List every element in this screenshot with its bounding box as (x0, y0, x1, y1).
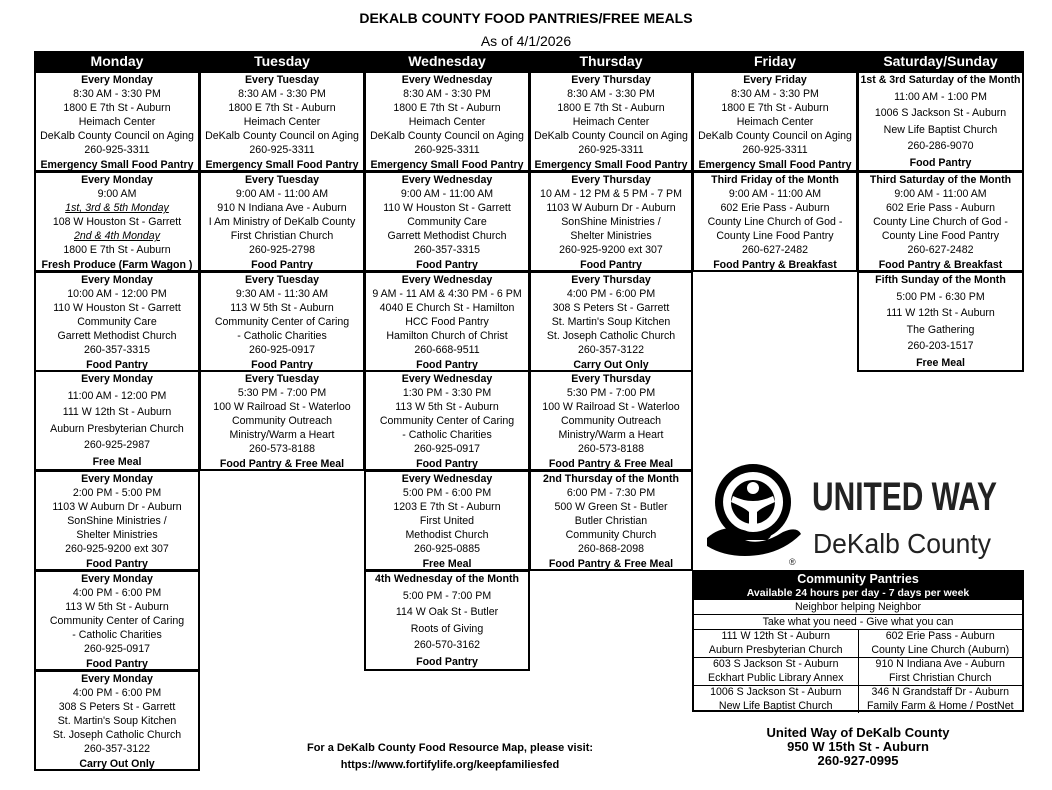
schedule-frequency: Fifth Sunday of the Month (875, 274, 1006, 286)
schedule-detail: County Line Church of God - (873, 216, 1008, 229)
schedule-detail: 113 W 5th St - Auburn (230, 302, 334, 315)
community-pantries-row (694, 658, 1022, 686)
schedule-detail: 111 W 12th St - Auburn (62, 406, 172, 419)
schedule-detail: 260-925-2987 (84, 439, 150, 452)
schedule-frequency: Every Wednesday (401, 373, 493, 385)
day-header-wednesday: Wednesday (364, 51, 530, 71)
service-type: Carry Out Only (573, 358, 649, 371)
schedule-frequency: Every Wednesday (401, 174, 493, 186)
day-header-friday: Friday (692, 51, 858, 71)
schedule-detail: St. Joseph Catholic Church (546, 330, 676, 343)
day-header-saturday-sunday: Saturday/Sunday (857, 51, 1024, 71)
map-note-text: For a DeKalb County Food Resource Map, please visit: (306, 742, 594, 754)
schedule-cell-thursday (529, 171, 693, 272)
schedule-detail: Garrett Methodist Church (57, 330, 177, 343)
schedule-detail: 5:00 PM - 7:00 PM (402, 589, 492, 602)
schedule-frequency: Every Monday (81, 373, 153, 385)
service-type: Food Pantry & Breakfast (878, 258, 1003, 271)
schedule-detail: 9 AM - 11 AM & 4:30 PM - 6 PM (372, 288, 522, 301)
schedule-detail: 260-925-0917 (249, 344, 315, 357)
community-pantries-row (694, 630, 1022, 658)
schedule-frequency: Every Tuesday (244, 274, 319, 286)
page-title: DEKALB COUNTY FOOD PANTRIES/FREE MEALS (359, 10, 693, 26)
schedule-cell-monday (34, 370, 200, 471)
schedule-detail: 5:30 PM - 7:00 PM (566, 387, 656, 400)
schedule-detail: 1800 E 7th St - Auburn (721, 102, 829, 115)
service-type: Food Pantry (580, 258, 642, 271)
community-pantries-subtitle: Available 24 hours per day - 7 days per week (746, 587, 970, 599)
schedule-detail: 1st, 3rd & 5th Monday (65, 202, 169, 215)
schedule-detail: Butler Christian (574, 515, 648, 528)
schedule-detail: - Catholic Charities (237, 330, 327, 343)
schedule-cell-tuesday (199, 271, 365, 372)
schedule-detail: 1800 E 7th St - Auburn (393, 102, 501, 115)
community-pantries-row (694, 686, 1022, 713)
schedule-detail: 108 W Houston St - Garrett (52, 216, 182, 229)
schedule-detail: 8:30 AM - 3:30 PM (73, 88, 161, 101)
schedule-detail: 4:00 PM - 6:00 PM (72, 687, 162, 700)
schedule-detail: 260-203-1517 (907, 340, 974, 353)
schedule-detail: Heimach Center (243, 116, 321, 129)
schedule-detail: 260-627-2482 (907, 244, 974, 257)
schedule-detail: 114 W Oak St - Butler (395, 606, 499, 619)
schedule-detail: Community Care (77, 316, 157, 329)
schedule-detail: SonShine Ministries / (561, 216, 661, 229)
schedule-cell-thursday (529, 470, 693, 571)
schedule-detail: County Line Food Pantry (881, 230, 1000, 243)
service-type: Emergency Small Food Pantry (698, 158, 852, 171)
schedule-frequency: Third Saturday of the Month (869, 174, 1012, 186)
map-url-link[interactable]: https://www.fortifylife.org/keepfamiliesfed (340, 759, 560, 771)
schedule-detail: Community Care (407, 216, 487, 229)
service-type: Emergency Small Food Pantry (40, 158, 194, 171)
schedule-cell-monday (34, 271, 200, 372)
schedule-frequency: 1st & 3rd Saturday of the Month (860, 74, 1021, 86)
community-pantry-location: 346 N Grandstaff Dr - Auburn Family Farm & Home / PostNet (866, 686, 1014, 712)
schedule-detail: 113 W 5th St - Auburn (395, 401, 499, 414)
schedule-detail: Community Outreach (560, 415, 662, 428)
community-pantry-location: 602 Erie Pass - Auburn County Line Church (Auburn) (871, 630, 1010, 656)
schedule-detail: 2nd & 4th Monday (74, 230, 160, 243)
service-type: Food Pantry (86, 358, 148, 371)
service-type: Fresh Produce (Farm Wagon ) (41, 258, 193, 271)
schedule-frequency: Every Monday (81, 74, 153, 86)
schedule-detail: Auburn Presbyterian Church (50, 422, 184, 435)
schedule-cell-wednesday (364, 271, 530, 372)
schedule-detail: St. Martin's Soup Kitchen (57, 715, 177, 728)
schedule-detail: Roots of Giving (410, 622, 484, 635)
schedule-detail: 308 S Peters St - Garrett (552, 302, 670, 315)
schedule-frequency: Every Tuesday (244, 174, 319, 186)
schedule-detail: County Line Food Pantry (716, 230, 834, 243)
schedule-frequency: Every Thursday (571, 174, 651, 186)
schedule-detail: Methodist Church (405, 529, 489, 542)
community-pantry-location: 910 N Indiana Ave - Auburn First Christian Church (875, 658, 1005, 684)
schedule-detail: 260-627-2482 (742, 244, 808, 257)
schedule-detail: DeKalb County Council on Aging (698, 130, 852, 143)
schedule-detail: 910 N Indiana Ave - Auburn (217, 202, 347, 215)
schedule-detail: 260-357-3315 (84, 344, 150, 357)
schedule-detail: 260-573-8188 (578, 443, 644, 456)
schedule-detail: Heimach Center (736, 116, 814, 129)
schedule-detail: 6:00 PM - 7:30 PM (566, 487, 656, 500)
service-type: Food Pantry & Free Meal (219, 457, 345, 470)
united-way-logo (705, 460, 1005, 570)
schedule-detail: 10 AM - 12 PM & 5 PM - 7 PM (540, 188, 682, 201)
schedule-detail: 260-925-3311 (742, 144, 808, 157)
schedule-detail: 602 Erie Pass - Auburn (886, 202, 995, 215)
schedule-detail: New Life Baptist Church (883, 123, 998, 136)
schedule-cell-wednesday (364, 370, 530, 471)
schedule-detail: - Catholic Charities (402, 429, 492, 442)
schedule-detail: SonShine Ministries / (67, 515, 167, 528)
schedule-cell-saturday-sunday (857, 271, 1024, 372)
community-pantry-location: 603 S Jackson St - Auburn Eckhart Public Library Annex (694, 658, 859, 685)
schedule-detail: 9:00 AM - 11:00 AM (400, 188, 494, 201)
schedule-detail: Heimach Center (408, 116, 486, 129)
schedule-cell-thursday (529, 71, 693, 172)
schedule-detail: - Catholic Charities (72, 629, 162, 642)
schedule-detail: 4040 E Church St - Hamilton (379, 302, 515, 315)
schedule-detail: 260-925-9200 ext 307 (65, 543, 169, 556)
schedule-detail: 110 W Houston St - Garrett (383, 202, 511, 215)
schedule-detail: 1800 E 7th St - Auburn (228, 102, 336, 115)
schedule-frequency: Every Wednesday (401, 274, 493, 286)
schedule-detail: 1103 W Auburn Dr - Auburn (52, 501, 182, 514)
schedule-detail: 9:30 AM - 11:30 AM (235, 288, 329, 301)
service-type: Food Pantry (86, 657, 148, 670)
as-of-date: As of 4/1/2026 (480, 33, 572, 49)
schedule-detail: St. Joseph Catholic Church (52, 729, 182, 742)
schedule-cell-monday (34, 570, 200, 671)
service-type: Emergency Small Food Pantry (205, 158, 359, 171)
schedule-detail: 110 W Houston St - Garrett (53, 302, 181, 315)
org-address: 950 W 15th St - Auburn (787, 739, 929, 754)
schedule-detail: 5:00 PM - 6:00 PM (402, 487, 492, 500)
schedule-cell-saturday-sunday (857, 171, 1024, 272)
schedule-detail: Ministry/Warm a Heart (229, 429, 335, 442)
service-type: Food Pantry & Free Meal (548, 557, 674, 570)
schedule-detail: Garrett Methodist Church (387, 230, 507, 243)
schedule-detail: 1203 E 7th St - Auburn (393, 501, 501, 514)
schedule-detail: 260-668-9511 (414, 344, 480, 357)
schedule-frequency: Every Monday (81, 573, 153, 585)
service-type: Carry Out Only (79, 757, 155, 770)
service-type: Emergency Small Food Pantry (534, 158, 688, 171)
schedule-detail: 5:30 PM - 7:00 PM (237, 387, 327, 400)
resource-map-note (270, 740, 630, 774)
schedule-frequency: Every Friday (743, 74, 807, 86)
schedule-detail: 260-925-3311 (249, 144, 315, 157)
community-pantries-box (692, 570, 1024, 712)
schedule-detail: 10:00 AM - 12:00 PM (67, 288, 167, 301)
schedule-detail: 4:00 PM - 6:00 PM (566, 288, 656, 301)
day-header-thursday: Thursday (529, 51, 693, 71)
schedule-detail: Community Center of Caring (214, 316, 350, 329)
schedule-cell-thursday (529, 271, 693, 372)
day-header-tuesday: Tuesday (199, 51, 365, 71)
service-type: Food Pantry (251, 358, 313, 371)
united-way-hand-icon (707, 464, 801, 556)
schedule-detail: 260-357-3122 (578, 344, 644, 357)
schedule-cell-monday (34, 470, 200, 571)
schedule-detail: Ministry/Warm a Heart (558, 429, 664, 442)
service-type: Food Pantry (416, 457, 478, 470)
schedule-detail: HCC Food Pantry (405, 316, 489, 329)
schedule-detail: DeKalb County Council on Aging (205, 130, 359, 143)
schedule-detail: St. Martin's Soup Kitchen (551, 316, 671, 329)
schedule-detail: 260-925-3311 (578, 144, 644, 157)
schedule-frequency: Every Tuesday (244, 373, 319, 385)
logo-line1: UNITED WAY (812, 475, 998, 519)
schedule-cell-monday (34, 670, 200, 771)
schedule-detail: 8:30 AM - 3:30 PM (403, 88, 491, 101)
schedule-detail: DeKalb County Council on Aging (370, 130, 524, 143)
schedule-detail: 260-925-9200 ext 307 (559, 244, 663, 257)
schedule-detail: 111 W 12th St - Auburn (886, 307, 995, 320)
service-type: Food Pantry (909, 156, 972, 169)
schedule-cell-thursday (529, 370, 693, 471)
schedule-frequency: Every Thursday (571, 373, 651, 385)
schedule-detail: 1800 E 7th St - Auburn (63, 244, 171, 257)
community-pantries-tagline: Take what you need - Give what you can (694, 615, 1022, 630)
schedule-detail: Hamilton Church of Christ (386, 330, 508, 343)
schedule-detail: 1:30 PM - 3:30 PM (402, 387, 492, 400)
schedule-frequency: 4th Wednesday of the Month (375, 573, 519, 585)
schedule-detail: Community Outreach (231, 415, 333, 428)
schedule-detail: The Gathering (906, 323, 975, 336)
schedule-frequency: Third Friday of the Month (711, 174, 839, 186)
schedule-detail: Community Center of Caring (379, 415, 515, 428)
logo-line2: DeKalb County (813, 528, 991, 559)
schedule-detail: 260-925-2798 (249, 244, 315, 257)
schedule-detail: Shelter Ministries (76, 529, 158, 542)
schedule-detail: 260-868-2098 (578, 543, 644, 556)
schedule-detail: 308 S Peters St - Garrett (58, 701, 176, 714)
schedule-detail: 260-925-0917 (84, 643, 150, 656)
schedule-detail: 260-357-3315 (414, 244, 480, 257)
schedule-detail: DeKalb County Council on Aging (40, 130, 194, 143)
schedule-detail: 1103 W Auburn Dr - Auburn (546, 202, 676, 215)
schedule-detail: 1800 E 7th St - Auburn (557, 102, 665, 115)
service-type: Food Pantry (416, 655, 478, 668)
registered-mark: ® (789, 557, 796, 567)
community-pantry-location: 1006 S Jackson St - Auburn New Life Baptist Church (694, 686, 859, 713)
schedule-cell-saturday-sunday (857, 71, 1024, 172)
service-type: Emergency Small Food Pantry (370, 158, 524, 171)
schedule-detail: 9:00 AM - 11:00 AM (728, 188, 822, 201)
org-name: United Way of DeKalb County (766, 725, 950, 740)
schedule-frequency: Every Monday (81, 673, 153, 685)
service-type: Food Pantry (251, 258, 313, 271)
schedule-cell-wednesday (364, 470, 530, 571)
schedule-frequency: Every Thursday (571, 274, 651, 286)
schedule-detail: 113 W 5th St - Auburn (65, 601, 169, 614)
schedule-frequency: 2nd Thursday of the Month (543, 473, 679, 485)
service-type: Food Pantry & Free Meal (548, 457, 674, 470)
schedule-frequency: Every Monday (81, 274, 153, 286)
service-type: Food Pantry & Breakfast (713, 258, 837, 271)
schedule-detail: County Line Church of God - (707, 216, 843, 229)
united-way-contact (692, 726, 1024, 768)
schedule-detail: 260-570-3162 (414, 639, 480, 652)
schedule-cell-friday (692, 71, 858, 172)
schedule-detail: 1800 E 7th St - Auburn (63, 102, 171, 115)
schedule-detail: 4:00 PM - 6:00 PM (72, 587, 162, 600)
schedule-detail: DeKalb County Council on Aging (534, 130, 688, 143)
service-type: Food Pantry (416, 258, 478, 271)
schedule-detail: 11:00 AM - 12:00 PM (67, 389, 167, 402)
schedule-cell-monday (34, 71, 200, 172)
schedule-detail: 8:30 AM - 3:30 PM (567, 88, 655, 101)
schedule-frequency: Every Monday (81, 174, 153, 186)
schedule-detail: Shelter Ministries (570, 230, 652, 243)
schedule-detail: 8:30 AM - 3:30 PM (238, 88, 326, 101)
schedule-detail: 260-925-3311 (84, 144, 150, 157)
schedule-detail: 9:00 AM - 11:00 AM (235, 188, 329, 201)
schedule-cell-wednesday (364, 171, 530, 272)
day-header-monday: Monday (34, 51, 200, 71)
community-pantry-location: 111 W 12th St - Auburn Auburn Presbyterian Church (694, 630, 859, 657)
schedule-cell-wednesday (364, 71, 530, 172)
org-phone: 260-927-0995 (817, 753, 899, 768)
schedule-detail: 260-286-9070 (907, 140, 974, 153)
schedule-cell-wednesday (364, 570, 530, 671)
schedule-detail: First Christian Church (230, 230, 334, 243)
schedule-cell-tuesday (199, 171, 365, 272)
community-pantries-header (694, 572, 1022, 600)
schedule-detail: Heimach Center (78, 116, 156, 129)
service-type: Free Meal (422, 557, 472, 570)
schedule-detail: 9:00 AM - 11:00 AM (894, 188, 987, 201)
schedule-detail: Community Center of Caring (49, 615, 185, 628)
schedule-cell-friday (692, 171, 858, 272)
schedule-detail: 5:00 PM - 6:30 PM (896, 290, 985, 303)
schedule-detail: Heimach Center (572, 116, 650, 129)
schedule-detail: 8:30 AM - 3:30 PM (731, 88, 819, 101)
schedule-detail: 500 W Green St - Butler (554, 501, 668, 514)
schedule-detail: 260-357-3122 (84, 743, 150, 756)
schedule-frequency: Every Tuesday (244, 74, 319, 86)
schedule-detail: 100 W Railroad St - Waterloo (213, 401, 351, 414)
schedule-cell-tuesday (199, 370, 365, 471)
schedule-detail: 260-925-0885 (414, 543, 480, 556)
schedule-detail: 260-573-8188 (249, 443, 315, 456)
schedule-detail: 100 W Railroad St - Waterloo (542, 401, 680, 414)
service-type: Food Pantry (416, 358, 478, 371)
schedule-detail: Community Church (565, 529, 657, 542)
community-pantries-title: Community Pantries (797, 572, 919, 586)
schedule-detail: First United (419, 515, 475, 528)
schedule-detail: 260-925-3311 (414, 144, 480, 157)
schedule-detail: 11:00 AM - 1:00 PM (894, 90, 987, 103)
service-type: Food Pantry (86, 557, 148, 570)
schedule-detail: 2:00 PM - 5:00 PM (72, 487, 162, 500)
service-type: Free Meal (92, 455, 142, 468)
schedule-frequency: Every Monday (81, 473, 153, 485)
schedule-detail: I Am Ministry of DeKalb County (208, 216, 356, 229)
service-type: Free Meal (916, 356, 965, 369)
schedule-frequency: Every Thursday (571, 74, 651, 86)
schedule-frequency: Every Wednesday (401, 473, 493, 485)
schedule-detail: 260-925-0917 (414, 443, 480, 456)
schedule-cell-tuesday (199, 71, 365, 172)
schedule-detail: 1006 S Jackson St - Auburn (874, 107, 1007, 120)
schedule-detail: 9:00 AM (97, 188, 137, 201)
community-pantries-motto: Neighbor helping Neighbor (694, 600, 1022, 615)
schedule-frequency: Every Wednesday (401, 74, 493, 86)
schedule-detail: 602 Erie Pass - Auburn (720, 202, 830, 215)
schedule-cell-monday (34, 171, 200, 272)
